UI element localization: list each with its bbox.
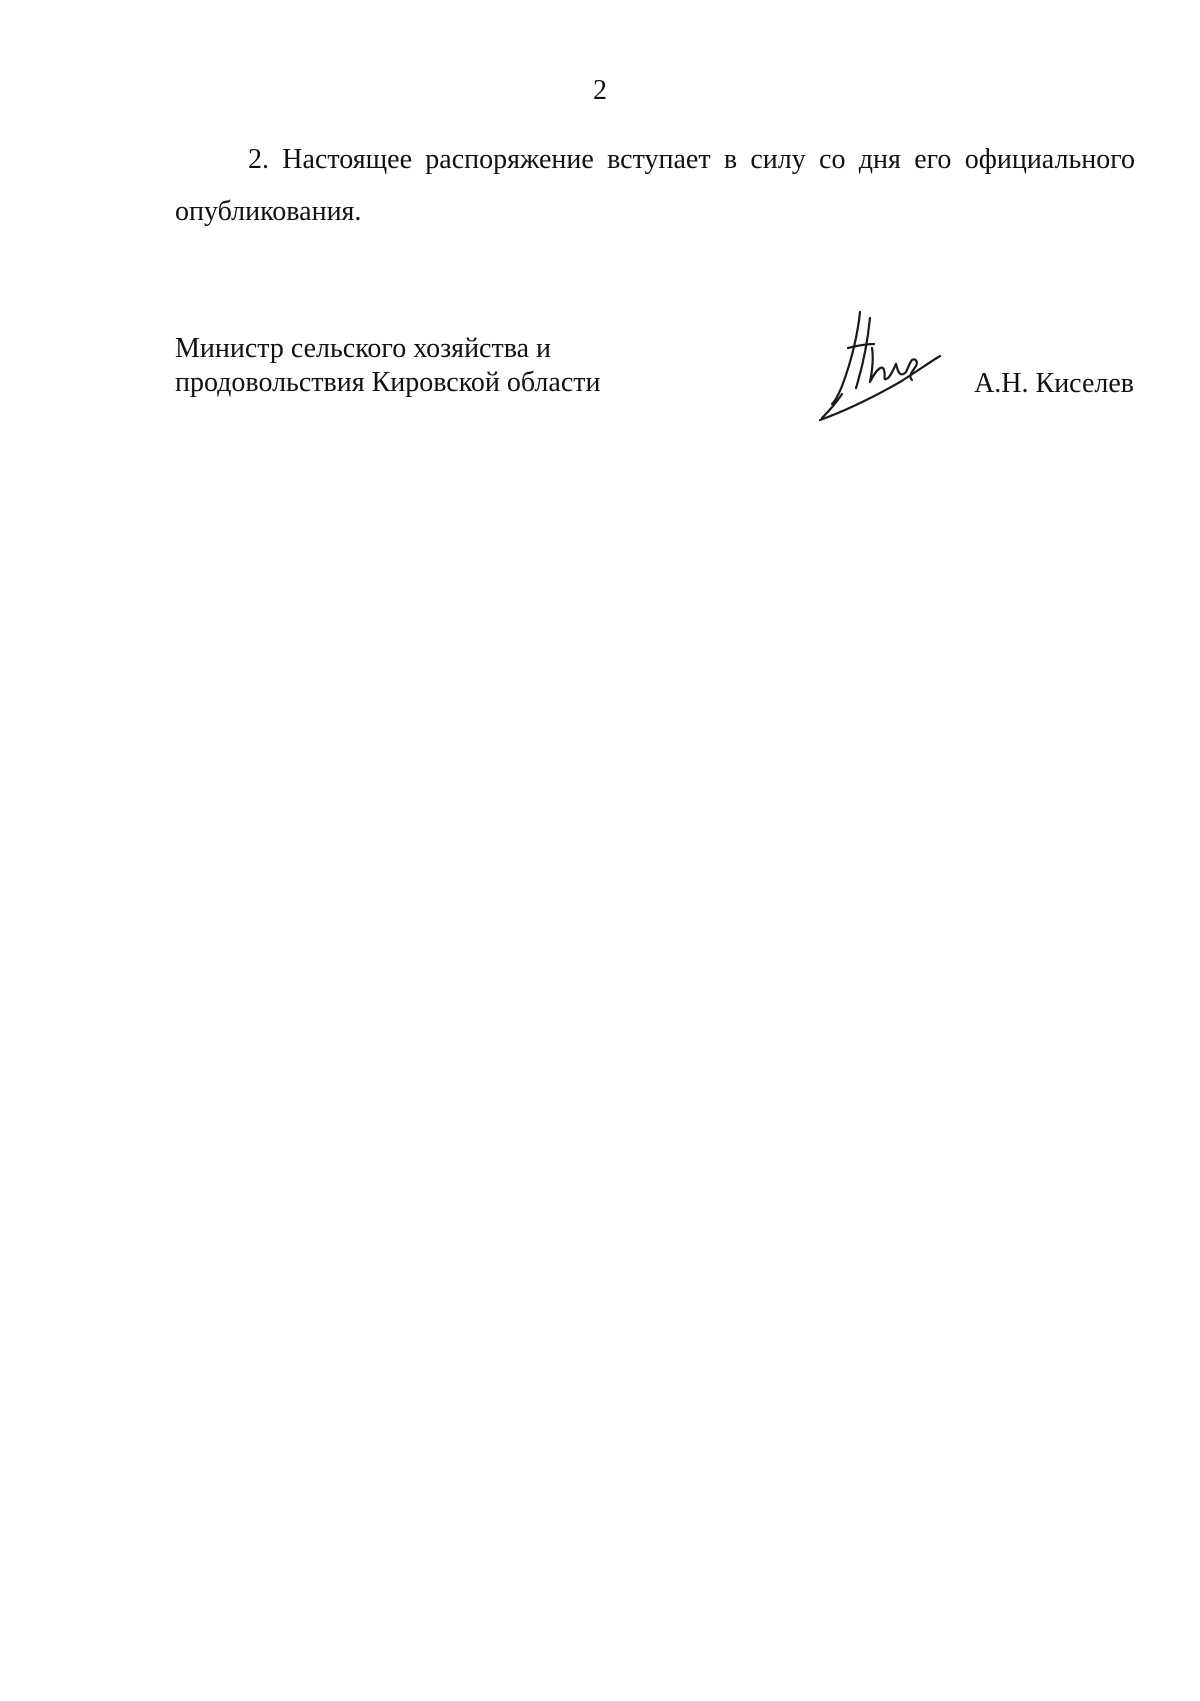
signer-name: А.Н. Киселев (974, 368, 1134, 399)
signer-position-line-1: Министр сельского хозяйства и (175, 333, 551, 364)
paragraph-effective-date: 2. Настоящее распоряжение вступает в силу со дня его официального опубликования. (175, 144, 1135, 227)
page-number: 2 (593, 75, 607, 106)
signer-position (175, 332, 695, 400)
handwritten-signature (812, 308, 942, 426)
signer-position-line-2: продовольствия Кировской области (175, 367, 601, 398)
